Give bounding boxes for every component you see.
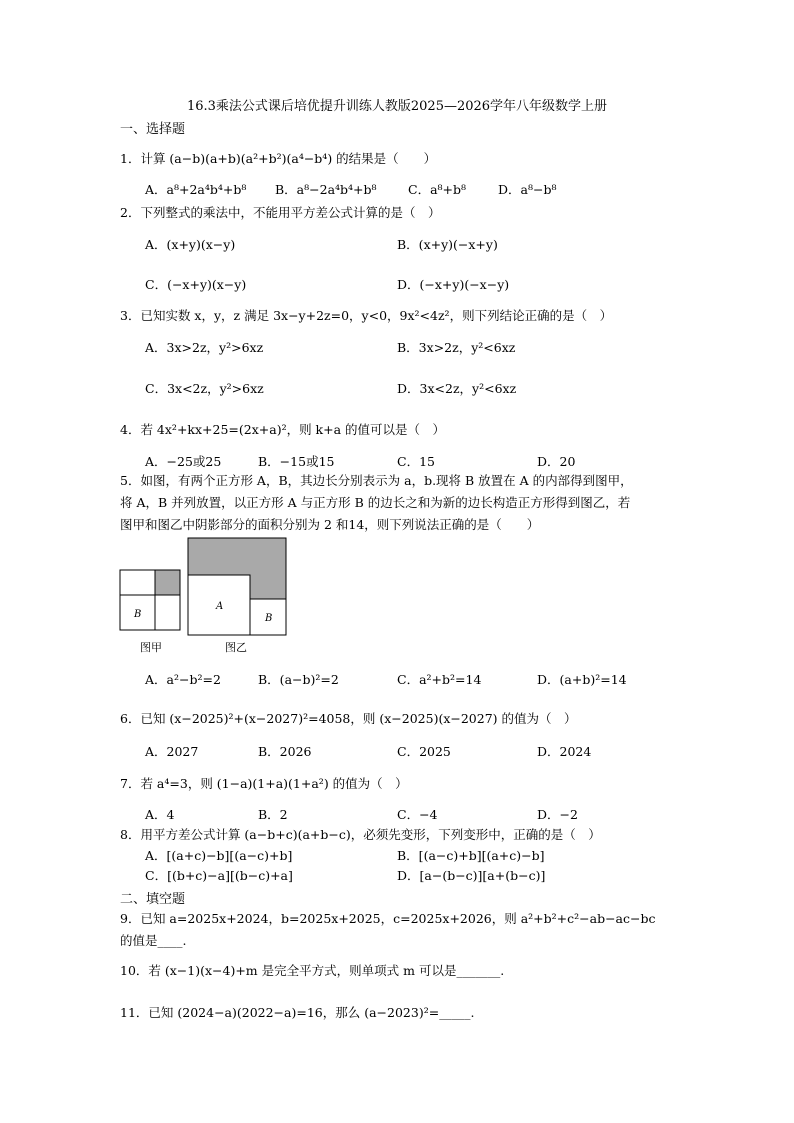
question-7-option-a: A．4 <box>145 807 175 822</box>
question-5-option-d: D．(a+b)²=14 <box>537 672 627 687</box>
question-5-option-c: C．a²+b²=14 <box>397 672 482 687</box>
question-5-option-b: B．(a−b)²=2 <box>258 672 339 687</box>
question-9-stem-line-2: 的值是____. <box>120 933 187 948</box>
question-2-option-c: C．(−x+y)(x−y) <box>145 277 247 292</box>
question-9-stem-line-1: 9．已知 a=2025x+2024，b=2025x+2025，c=2025x+2026，则 a²+b²+c²−ab−ac−bc <box>120 911 656 926</box>
figure-yi-label-b: B <box>265 613 273 624</box>
question-4-stem: 4．若 4x²+kx+25=(2x+a)²，则 k+a 的值可以是（ ） <box>120 422 446 437</box>
question-3-stem: 3．已知实数 x，y，z 满足 3x−y+2z=0，y<0，9x²<4z²，则下列结论正确的是（ ） <box>120 308 613 323</box>
question-7-option-d: D．−2 <box>537 807 578 822</box>
question-5-figure <box>118 535 293 655</box>
question-7-stem: 7．若 a⁴=3，则 (1−a)(1+a)(1+a²) 的值为（ ） <box>120 776 408 791</box>
section-fill-heading: 二、填空题 <box>120 892 186 907</box>
question-3-option-a: A．3x>2z，y²>6xz <box>145 340 264 355</box>
question-5-stem-line-1: 5．如图，有两个正方形 A，B，其边长分别表示为 a，b.现将 B 放置在 A 的内部得到图甲， <box>120 473 633 488</box>
question-2-option-a: A．(x+y)(x−y) <box>145 237 236 252</box>
question-5-option-a: A．a²−b²=2 <box>145 672 221 687</box>
question-1-stem: 1．计算 (a−b)(a+b)(a²+b²)(a⁴−b⁴) 的结果是（ ） <box>120 151 437 166</box>
question-3-option-d: D．3x<2z，y²<6xz <box>397 381 517 396</box>
question-4-option-b: B．−15或15 <box>258 454 335 469</box>
section-choice-heading: 一、选择题 <box>120 122 186 137</box>
question-11-stem: 11．已知 (2024−a)(2022−a)=16，那么 (a−2023)²=_____. <box>120 1005 475 1020</box>
question-8-option-d: D．[a−(b−c)][a+(b−c)] <box>397 868 546 883</box>
question-7-option-c: C．−4 <box>397 807 438 822</box>
question-4-option-a: A．−25或25 <box>145 454 222 469</box>
figure-jia-label-b: B <box>134 609 142 620</box>
question-1-option-c: C．a⁸+b⁸ <box>408 182 467 197</box>
question-2-option-d: D．(−x+y)(−x−y) <box>397 277 510 292</box>
question-6-stem: 6．已知 (x−2025)²+(x−2027)²=4058，则 (x−2025)(x−2027) 的值为（ ） <box>120 711 577 726</box>
question-7-option-b: B．2 <box>258 807 288 822</box>
question-5-stem-line-2: 将 A，B 并列放置，以正方形 A 与正方形 B 的边长之和为新的边长构造正方形得到图乙，若 <box>120 495 631 510</box>
figure-jia-shaded-square <box>155 570 180 595</box>
figure-yi <box>188 538 286 635</box>
question-2-stem: 2．下列整式的乘法中，不能用平方差公式计算的是（ ） <box>120 205 441 220</box>
question-1-option-b: B．a⁸−2a⁴b⁴+b⁸ <box>275 182 377 197</box>
question-4-option-c: C．15 <box>397 454 435 469</box>
question-1-option-a: A．a⁸+2a⁴b⁴+b⁸ <box>145 182 247 197</box>
question-3-option-b: B．3x>2z，y²<6xz <box>397 340 516 355</box>
question-8-option-b: B．[(a−c)+b][(a+c)−b] <box>397 848 545 863</box>
question-4-option-d: D．20 <box>537 454 576 469</box>
question-10-stem: 10．若 (x−1)(x−4)+m 是完全平方式，则单项式 m 可以是_______. <box>120 963 505 978</box>
question-8-option-c: C．[(b+c)−a][(b−c)+a] <box>145 868 293 883</box>
question-8-stem: 8．用平方差公式计算 (a−b+c)(a+b−c)，必须先变形，下列变形中，正确的是（ ） <box>120 827 601 842</box>
figure-jia-caption: 图甲 <box>140 641 162 654</box>
question-6-option-c: C．2025 <box>397 744 451 759</box>
question-1-option-d: D．a⁸−b⁸ <box>498 182 557 197</box>
question-2-option-b: B．(x+y)(−x+y) <box>397 237 498 252</box>
squares-diagram <box>118 535 293 655</box>
question-3-option-c: C．3x<2z，y²>6xz <box>145 381 264 396</box>
figure-yi-label-a: A <box>216 601 224 612</box>
page-title: 16.3乘法公式课后培优提升训练人教版2025—2026学年八年级数学上册 <box>186 99 608 114</box>
question-5-stem-line-3: 图甲和图乙中阴影部分的面积分别为 2 和14，则下列说法正确的是（ ） <box>120 517 540 532</box>
question-6-option-d: D．2024 <box>537 744 592 759</box>
question-6-option-b: B．2026 <box>258 744 312 759</box>
question-6-option-a: A．2027 <box>145 744 199 759</box>
question-8-option-a: A．[(a+c)−b][(a−c)+b] <box>145 848 293 863</box>
figure-jia <box>120 570 180 630</box>
figure-yi-caption: 图乙 <box>225 641 247 654</box>
